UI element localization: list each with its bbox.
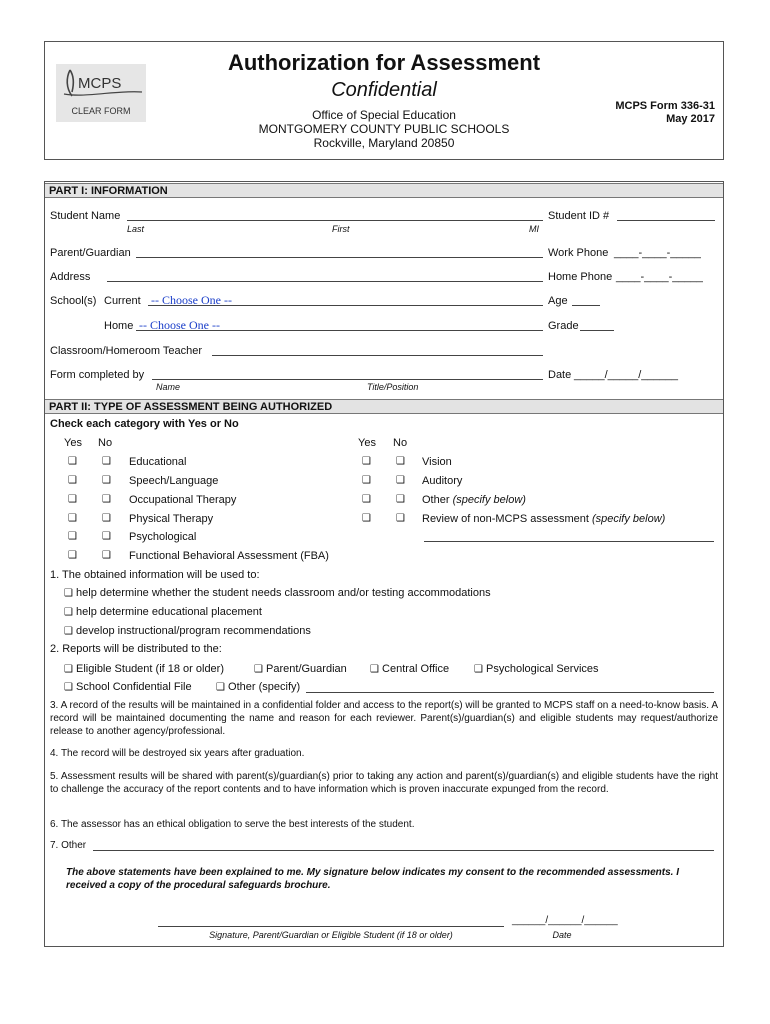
form-number: MCPS Form 336-31 (615, 100, 715, 112)
assessment-physical: Physical Therapy (129, 513, 214, 525)
dist-checkbox[interactable]: ❑ (370, 664, 379, 675)
dist-checkbox[interactable]: ❑ (216, 682, 225, 693)
mcps-logo-icon (56, 64, 146, 102)
form-subtitle: Confidential (331, 79, 437, 101)
yes-checkbox[interactable]: ❑ (68, 531, 77, 542)
caption-title: Title/Position (367, 382, 419, 392)
current-school-select[interactable]: -- Choose One -- (151, 293, 232, 307)
parent-label: Parent/Guardian (50, 247, 131, 259)
student-name-field[interactable] (127, 220, 543, 221)
use-accommodations-label: help determine whether the student needs classroom and/or testing accommodations (76, 587, 491, 599)
assessment-occupational: Occupational Therapy (129, 494, 237, 506)
home-school-label: Home (104, 320, 134, 332)
teacher-label: Classroom/Homeroom Teacher (50, 345, 203, 357)
no-checkbox[interactable]: ❑ (396, 475, 405, 486)
completed-by-field[interactable] (152, 379, 543, 380)
yes-checkbox[interactable]: ❑ (68, 550, 77, 561)
no-checkbox[interactable]: ❑ (396, 494, 405, 505)
home-school-select[interactable]: -- Choose One -- (139, 318, 220, 332)
no-checkbox[interactable]: ❑ (102, 531, 111, 542)
no-checkbox[interactable]: ❑ (396, 456, 405, 467)
specify-field[interactable] (424, 541, 714, 542)
item2-heading: 2. Reports will be distributed to the: (50, 643, 222, 655)
no-checkbox[interactable]: ❑ (102, 550, 111, 561)
office-name: Office of Special Education (312, 108, 456, 122)
logo-text: MCPS (78, 75, 122, 92)
dist-school-file[interactable] (64, 681, 192, 693)
home-phone-field[interactable]: ____-____-_____ (616, 271, 703, 283)
date-label: Date (548, 369, 572, 381)
work-phone-label: Work Phone (548, 247, 609, 259)
age-field[interactable] (572, 305, 600, 306)
item7-field[interactable] (93, 850, 714, 851)
item3-text: 3. A record of the results will be maintained in a confidential folder and access to the report(s) will be granted to MCPS staff on a need-to-know basis. A record will be maintained documenting the name and reason for each reviewer. Parent(s)/guardian(s) and eligible students may request/authorize release to another agency/professional. (50, 700, 718, 737)
yes-checkbox[interactable]: ❑ (362, 494, 371, 505)
main-form-box (44, 181, 724, 947)
dist-parent[interactable] (254, 663, 347, 675)
work-phone-field[interactable]: ____-____-_____ (614, 247, 701, 259)
district-city: Rockville, Maryland 20850 (313, 136, 455, 150)
caption-last: Last (127, 224, 145, 234)
no-header-right: No (393, 437, 408, 449)
assessment-educational: Educational (129, 456, 187, 468)
assessment-auditory: Auditory (422, 475, 463, 487)
dist-label: Other (specify) (228, 681, 301, 693)
dist-checkbox[interactable]: ❑ (474, 664, 483, 675)
student-id-field[interactable] (617, 220, 715, 221)
student-name-label: Student Name (50, 210, 121, 222)
home-phone-label: Home Phone (548, 271, 613, 283)
dist-eligible-student[interactable] (64, 663, 224, 675)
assessment-other (422, 494, 526, 506)
no-checkbox[interactable]: ❑ (102, 475, 111, 486)
caption-mi: MI (529, 224, 539, 234)
address-label: Address (50, 271, 91, 283)
signature-caption: Signature, Parent/Guardian or Eligible Student (if 18 or older) (209, 930, 453, 940)
no-checkbox[interactable]: ❑ (102, 513, 111, 524)
no-checkbox[interactable]: ❑ (102, 494, 111, 505)
grade-label: Grade (548, 320, 579, 332)
dist-label: Psychological Services (486, 663, 599, 675)
no-checkbox[interactable]: ❑ (396, 513, 405, 524)
caption-first: First (332, 224, 350, 234)
clear-form-button[interactable]: CLEAR FORM (56, 102, 146, 122)
address-field[interactable] (107, 281, 543, 282)
item1-heading: 1. The obtained information will be used to: (50, 569, 260, 581)
use-instructional[interactable] (64, 625, 311, 637)
use-placement-label: help determine educational placement (76, 606, 262, 618)
assessment-speech: Speech/Language (129, 475, 219, 487)
student-id-label: Student ID # (548, 210, 610, 222)
dist-other[interactable] (216, 681, 300, 693)
no-header-left: No (98, 437, 113, 449)
parent-field[interactable] (136, 257, 543, 258)
dist-psych-services[interactable] (474, 663, 599, 675)
yes-header-left: Yes (64, 437, 82, 449)
yes-header-right: Yes (358, 437, 376, 449)
no-checkbox[interactable]: ❑ (102, 456, 111, 467)
dist-label: Parent/Guardian (266, 663, 347, 675)
assessment-psychological: Psychological (129, 531, 197, 543)
district-name: MONTGOMERY COUNTY PUBLIC SCHOOLS (258, 122, 510, 136)
use-placement-checkbox[interactable]: ❑ (64, 607, 73, 618)
item4-text: 4. The record will be destroyed six years after graduation. (50, 748, 305, 759)
completed-by-label: Form completed by (50, 369, 145, 381)
signature-date-field[interactable]: ______/______/______ (512, 915, 618, 926)
date-field[interactable]: _____/_____/______ (574, 369, 678, 381)
part2-heading: PART II: TYPE OF ASSESSMENT BEING AUTHORIZED (45, 399, 723, 414)
yes-checkbox[interactable]: ❑ (362, 475, 371, 486)
form-date: May 2017 (666, 113, 715, 125)
mcps-logo (56, 64, 146, 102)
current-label: Current (104, 295, 141, 307)
dist-other-field[interactable] (306, 692, 714, 693)
dist-checkbox[interactable]: ❑ (254, 664, 263, 675)
dist-label: Central Office (382, 663, 450, 675)
dist-checkbox[interactable]: ❑ (64, 682, 73, 693)
dist-label: School Confidential File (76, 681, 192, 693)
current-school-line (148, 305, 543, 306)
assessment-review (422, 513, 665, 525)
dist-central-office[interactable] (370, 663, 449, 675)
use-instructional-checkbox[interactable]: ❑ (64, 626, 73, 637)
specify-below-note: (specify below) (452, 494, 526, 506)
dist-label: Eligible Student (if 18 or older) (76, 663, 224, 675)
teacher-field[interactable] (212, 355, 543, 356)
home-school-line (136, 330, 543, 331)
schools-label: School(s) (50, 295, 97, 307)
item7-label: 7. Other (50, 840, 87, 851)
specify-below-note: (specify below) (591, 513, 666, 525)
item5-text: 5. Assessment results will be shared with parent(s)/guardian(s) prior to taking any action and parent(s)/guardian(s) and eligible students have the right to challenge the accuracy of the report contents and to have information which is proven inaccurate expunged from the record. (50, 771, 718, 795)
use-placement[interactable] (64, 606, 262, 618)
yes-checkbox[interactable]: ❑ (68, 456, 77, 467)
use-instructional-label: develop instructional/program recommendations (76, 625, 311, 637)
assessment-other-label: Other (422, 494, 450, 506)
part2-instruction: Check each category with Yes or No (50, 418, 239, 430)
assessment-vision: Vision (422, 456, 452, 468)
yes-checkbox[interactable]: ❑ (362, 456, 371, 467)
age-label: Age (548, 295, 568, 307)
yes-checkbox[interactable]: ❑ (362, 513, 371, 524)
yes-checkbox[interactable]: ❑ (68, 513, 77, 524)
caption-name: Name (156, 382, 181, 392)
consent-statement: The above statements have been explained to me. My signature below indicates my consent to the recommended assessments. I received a copy of the procedural safeguards brochure. (66, 867, 679, 891)
use-accommodations-checkbox[interactable]: ❑ (64, 588, 73, 599)
part1-heading: PART I: INFORMATION (45, 183, 723, 198)
signature-field[interactable] (158, 926, 504, 927)
signature-date-caption: Date (552, 930, 572, 940)
use-accommodations[interactable] (64, 587, 491, 599)
form-title: Authorization for Assessment (227, 50, 541, 75)
yes-checkbox[interactable]: ❑ (68, 475, 77, 486)
item6-text: 6. The assessor has an ethical obligation to serve the best interests of the student. (50, 819, 415, 830)
assessment-fba: Functional Behavioral Assessment (FBA) (129, 550, 329, 562)
dist-checkbox[interactable]: ❑ (64, 664, 73, 675)
grade-field[interactable] (580, 330, 614, 331)
assessment-review-label: Review of non-MCPS assessment (422, 513, 589, 525)
yes-checkbox[interactable]: ❑ (68, 494, 77, 505)
